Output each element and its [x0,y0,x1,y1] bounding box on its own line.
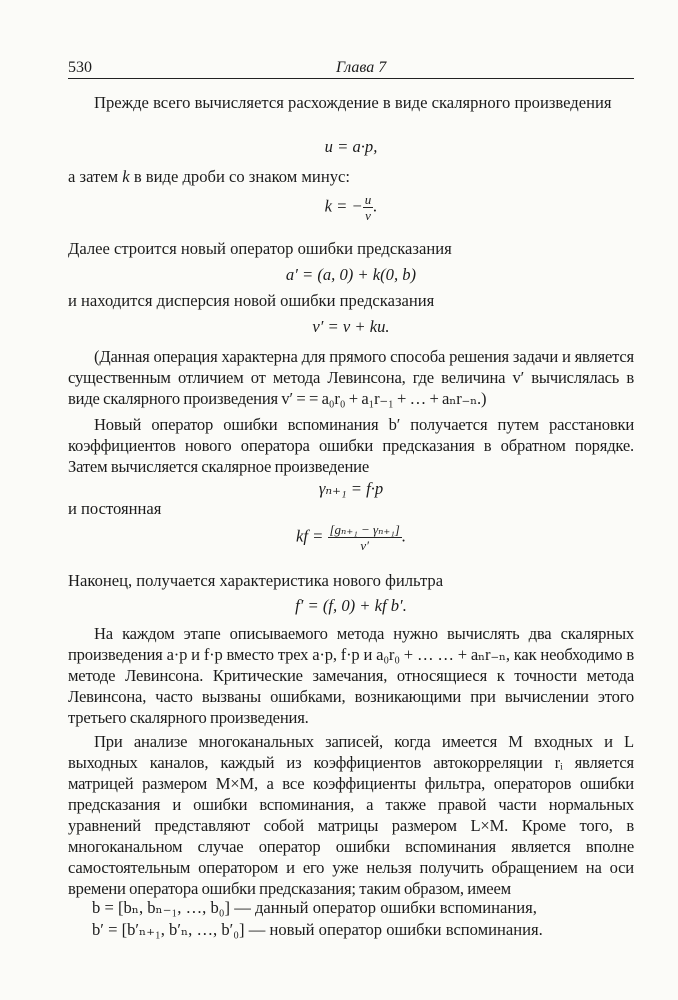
paragraph-dispersion: и находится дисперсия новой ошибки предсказания [68,291,435,310]
definition-b: b = [bₙ, bₙ₋₁, …, b₀] — данный оператор ошибки вспоминания, [92,898,537,917]
paragraph-multichannel: При анализе многоканальных записей, когда имеется M входных и L выходных каналов, каждый из коэффициентов автокорреляции rᵢ является матрицей размером M×M, а все коэффициенты фильтра, операторов ошибки предсказания и ошибки вспоминания, а также правой части нормальных уравнений представляют собой матрицы размером L×M. Кроме того, в многоканальном случае оператор ошибки вспоминания является вполне самостоятельным оператором и его уже нельзя получить обращением на оси времени оператора ошибки предсказания; таким образом, имеем [68,732,634,898]
chapter-title: Глава 7 [336,59,387,76]
equation-f-prime: f′ = (f, 0) + kf b′. [295,596,407,615]
paragraph-backward-operator: Новый оператор ошибки вспоминания b′ получается путем расстановки коэффициентов нового оператора ошибки предсказания в обратном порядке. Затем вычисляется скалярное произведение [68,415,634,476]
equation-kf-left: kf = [296,526,324,546]
variable-k: k [122,167,130,186]
paragraph-k-prefix: а затем [68,167,119,186]
equation-kf-fraction [328,522,402,553]
definition-b-prime: b′ = [b′ₙ₊₁, b′ₙ, …, b′₀] — новый оператор ошибки вспоминания. [92,920,543,939]
page-number: 530 [68,59,92,76]
paragraph-k-intro [68,166,634,187]
equation-k-denominator: v [365,208,371,223]
paragraph-filter: Наконец, получается характеристика нового фильтра [68,571,444,590]
equation-gamma: γₙ₊₁ = f·p [318,479,384,498]
equation-a-prime: a′ = (a, 0) + k(0, b) [285,265,417,284]
equation-kf-end: . [401,526,406,546]
paragraph-remark: (Данная операция характерна для прямого способа решения задачи и является существенным отличием от метода Левинсона, где величина v′ вычислялась в виде скалярного произведения v′ = = a₀r₀ + a₁r₋₁ + … + aₙr₋ₙ.) [68,347,634,408]
paragraph-intro: Прежде всего вычисляется расхождение в виде скалярного произведения [94,93,612,112]
equation-kf-denominator: v′ [360,538,369,553]
paragraph-constant: и постоянная [68,499,162,518]
equation-k-fraction [363,192,374,223]
running-head [68,57,634,79]
equation-v-prime: v′ = v + ku. [312,317,390,336]
paragraph-k-suffix: в виде дроби со знаком минус: [133,167,350,186]
equation-k-left: k = − [324,196,363,216]
paragraph-new-operator: Далее строится новый оператор ошибки предсказания [68,239,452,258]
equation-kf [68,522,634,553]
equation-u: u = a·p, [324,137,378,156]
equation-k-numerator: u [364,192,372,207]
paragraph-comparison: На каждом этапе описываемого метода нужно вычислять два скалярных произведения a·p и f·p вместо трех a·p, f·p и a₀r₀ + … … + aₙr₋ₙ, как необходимо в методе Левинсона. Критические замечания, относящиеся к точности метода Левинсона, часто вызваны ошибками, возникающими при вычислении этого третьего скалярного произведения. [68,624,634,727]
equation-k-end: . [373,196,378,216]
equation-kf-numerator: [gₙ₊₁ − γₙ₊₁] [329,522,400,537]
equation-k [68,192,634,223]
header-rule [68,78,634,79]
